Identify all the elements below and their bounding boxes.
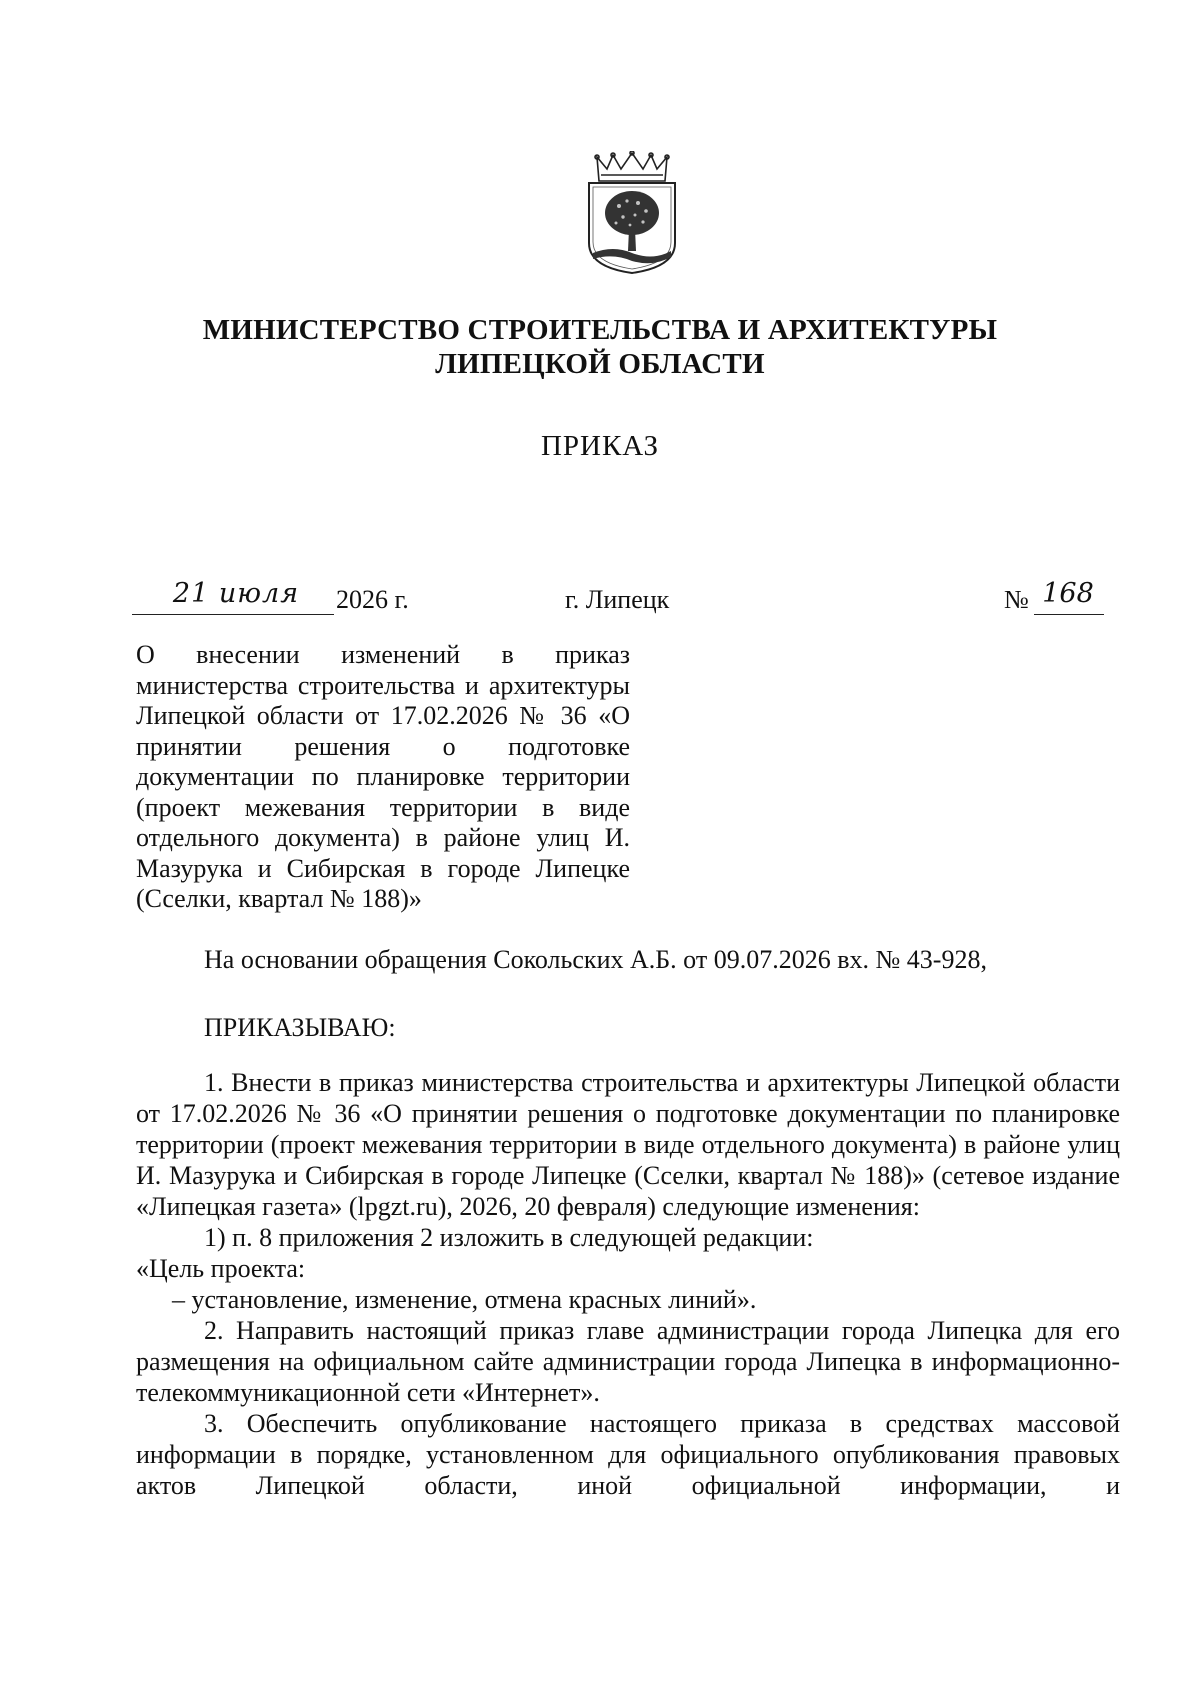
document-type-title: ПРИКАЗ: [540, 430, 660, 462]
date-underline: [132, 614, 334, 615]
quoted-goal-item: – установление, изменение, отмена красных линий».: [172, 1285, 757, 1314]
handwritten-number: 168: [1042, 578, 1094, 609]
order-content: [136, 1067, 1120, 1501]
paragraph-2: 2. Направить настоящий приказ главе администрации города Липецка для его размещения на официальном сайте администрации города Липецка в информационно-телекоммуникационной сети «Интернет».: [136, 1316, 1120, 1407]
paragraph-3: 3. Обеспечить опубликование настоящего приказа в средствах массовой информации в порядке, установленном для официального опубликования правовых актов Липецкой области, иной официальной информации, и: [136, 1409, 1120, 1500]
coat-of-arms-icon: [583, 151, 681, 275]
quoted-goal-heading: «Цель проекта:: [136, 1254, 306, 1283]
paragraph-1: 1. Внести в приказ министерства строительства и архитектуры Липецкой области от 17.02.2026 № 36 «О принятии решения о подготовке документации по планировке территории (проект межевания территории в виде отдельного документа) в районе улиц И. Мазурука и Сибирская в городе Липецке (Сселки, квартал № 188)» (сетевое издание «Липецкая газета» (lpgzt.ru), 2026, 20 февраля) следующие изменения:: [136, 1068, 1120, 1221]
order-word: ПРИКАЗЫВАЮ:: [204, 1013, 396, 1042]
document-subject: О внесении изменений в приказ министерства строительства и архитектуры Липецкой области от 17.02.2026 № 36 «О принятии решения о подготовке документации по планировке территории (проект межевания территории в виде отдельного документа) в районе улиц И. Мазурука и Сибирская в городе Липецке (Сселки, квартал № 188)»: [136, 640, 630, 913]
handwritten-date: 21 июля: [172, 578, 300, 609]
ministry-name-line1: МИНИСТЕРСТВО СТРОИТЕЛЬСТВА И АРХИТЕКТУРЫ: [202, 314, 998, 346]
paragraph-1-subitem: 1) п. 8 приложения 2 изложить в следующей редакции:: [204, 1223, 814, 1252]
basis-paragraph: На основании обращения Сокольских А.Б. от 09.07.2026 вх. № 43-928,: [204, 945, 987, 974]
ministry-name-line2: ЛИПЕЦКОЙ ОБЛАСТИ: [435, 348, 765, 380]
document-year: 2026 г.: [336, 585, 409, 614]
document-city: г. Липецк: [565, 585, 670, 614]
number-underline: [1034, 614, 1104, 615]
number-sign: №: [1004, 585, 1029, 614]
